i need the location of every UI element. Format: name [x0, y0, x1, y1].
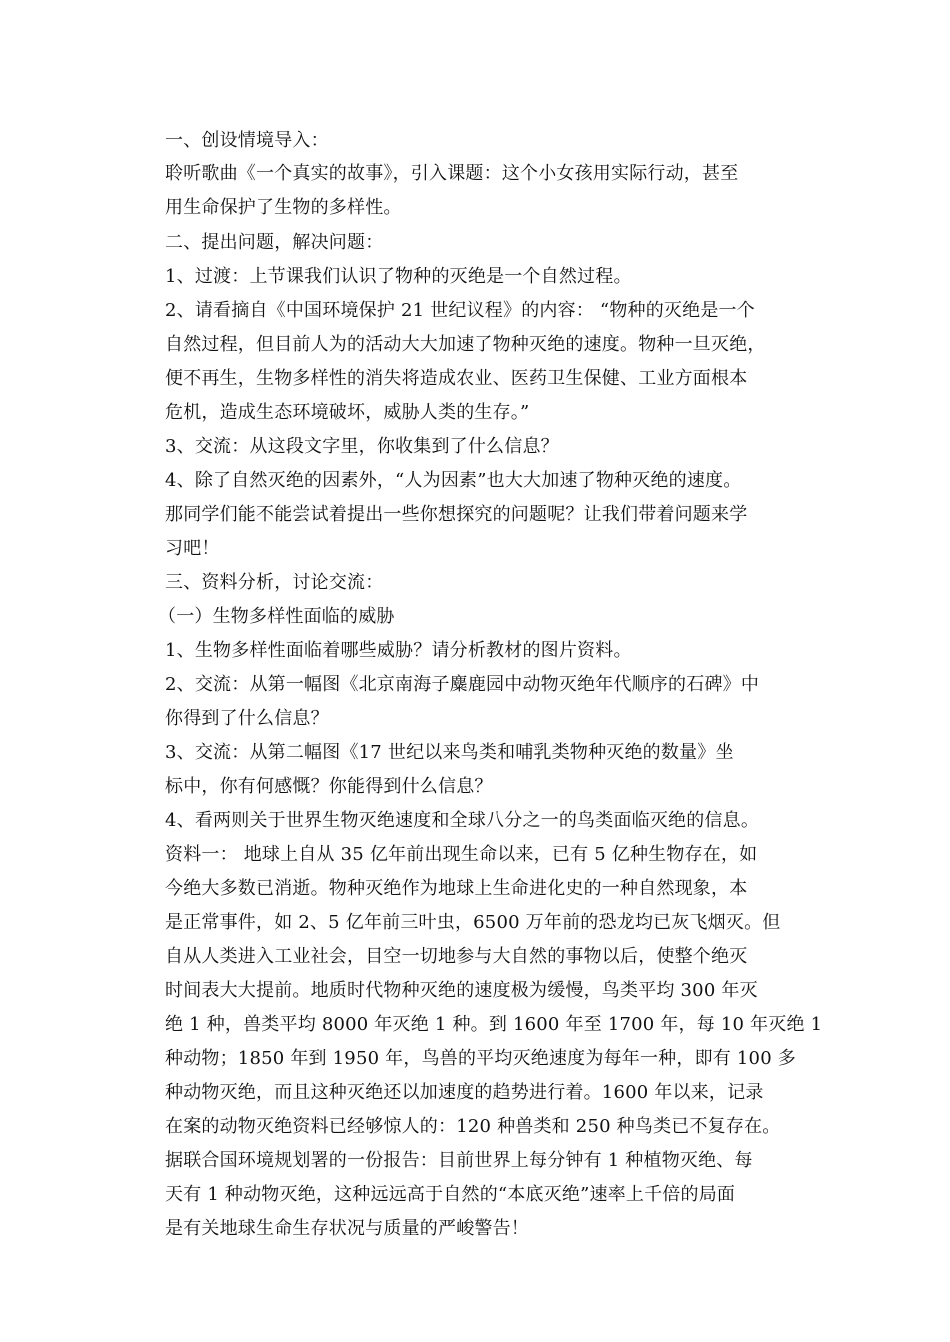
paragraph-line: 据联合国环境规划署的一份报告：目前世界上每分钟有 1 种植物灭绝、每: [165, 1150, 753, 1171]
paragraph-line: 天有 1 种动物灭绝，这种远远高于自然的“本底灭绝”速率上千倍的局面: [165, 1184, 736, 1205]
paragraph-line: 标中，你有何感慨？你能得到什么信息？: [165, 776, 493, 797]
paragraph-line: 自从人类进入工业社会，目空一切地参与大自然的事物以后，使整个绝灭: [165, 946, 748, 967]
paragraph-line: 是有关地球生命生存状况与质量的严峻警告！: [165, 1218, 529, 1239]
paragraph-line: 种动物；1850 年到 1950 年，鸟兽的平均灭绝速度为每年一种，即有 100 多: [165, 1048, 796, 1069]
paragraph-line: 今绝大多数已消逝。物种灭绝作为地球上生命进化史的一种自然现象，本: [165, 878, 748, 899]
section-heading-1: 一、创设情境导入：: [165, 130, 329, 151]
paragraph-line: 自然过程，但目前人为的活动大大加速了物种灭绝的速度。物种一旦灭绝，: [165, 334, 766, 355]
paragraph-line: 在案的动物灭绝资料已经够惊人的：120 种兽类和 250 种鸟类已不复存在。: [165, 1116, 781, 1137]
paragraph-line: 绝 1 种，兽类平均 8000 年灭绝 1 种。到 1600 年至 1700 年，每 10 年灭绝 1: [165, 1014, 823, 1035]
paragraph-line: 资料一： 地球上自从 35 亿年前出现生命以来，已有 5 亿种生物存在，如: [165, 844, 758, 865]
paragraph-line: 2、交流：从第一幅图《北京南海子麋鹿园中动物灭绝年代顺序的石碑》中: [165, 674, 760, 695]
paragraph-line: 危机，造成生态环境破坏，威胁人类的生存。”: [165, 402, 530, 423]
paragraph-line: 3、交流：从第二幅图《17 世纪以来鸟类和哺乳类物种灭绝的数量》坐: [165, 742, 734, 763]
paragraph-line: 3、交流：从这段文字里，你收集到了什么信息？: [165, 436, 559, 457]
paragraph-line: 2、请看摘自《中国环境保护 21 世纪议程》的内容： “物种的灭绝是一个: [165, 300, 755, 321]
paragraph-line: 1、生物多样性面临着哪些威胁？请分析教材的图片资料。: [165, 640, 632, 661]
paragraph-line: 是正常事件，如 2、5 亿年前三叶虫，6500 万年前的恐龙均已灰飞烟灭。但: [165, 912, 781, 933]
paragraph-line: 1、过渡：上节课我们认识了物种的灭绝是一个自然过程。: [165, 266, 632, 287]
paragraph-line: 种动物灭绝，而且这种灭绝还以加速度的趋势进行着。1600 年以来，记录: [165, 1082, 764, 1103]
paragraph-line: 便不再生，生物多样性的消失将造成农业、医药卫生保健、工业方面根本: [165, 368, 748, 389]
paragraph-line: 你得到了什么信息？: [165, 708, 329, 729]
subsection-heading: （一）生物多样性面临的威胁: [158, 606, 395, 627]
paragraph-line: 4、看两则关于世界生物灭绝速度和全球八分之一的鸟类面临灭绝的信息。: [165, 810, 760, 831]
paragraph-line: 4、除了自然灭绝的因素外，“人为因素”也大大加速了物种灭绝的速度。: [165, 470, 742, 491]
paragraph-line: 时间表大大提前。地质时代物种灭绝的速度极为缓慢，鸟类平均 300 年灭: [165, 980, 758, 1001]
section-heading-2: 二、提出问题，解决问题：: [165, 232, 384, 253]
paragraph-line: 用生命保护了生物的多样性。: [165, 197, 402, 218]
paragraph-line: 那同学们能不能尝试着提出一些你想探究的问题呢？让我们带着问题来学: [165, 504, 748, 525]
paragraph-line: 习吧！: [165, 538, 220, 559]
paragraph-line: 聆听歌曲《一个真实的故事》，引入课题：这个小女孩用实际行动，甚至: [165, 163, 739, 184]
section-heading-3: 三、资料分析，讨论交流：: [165, 572, 384, 593]
